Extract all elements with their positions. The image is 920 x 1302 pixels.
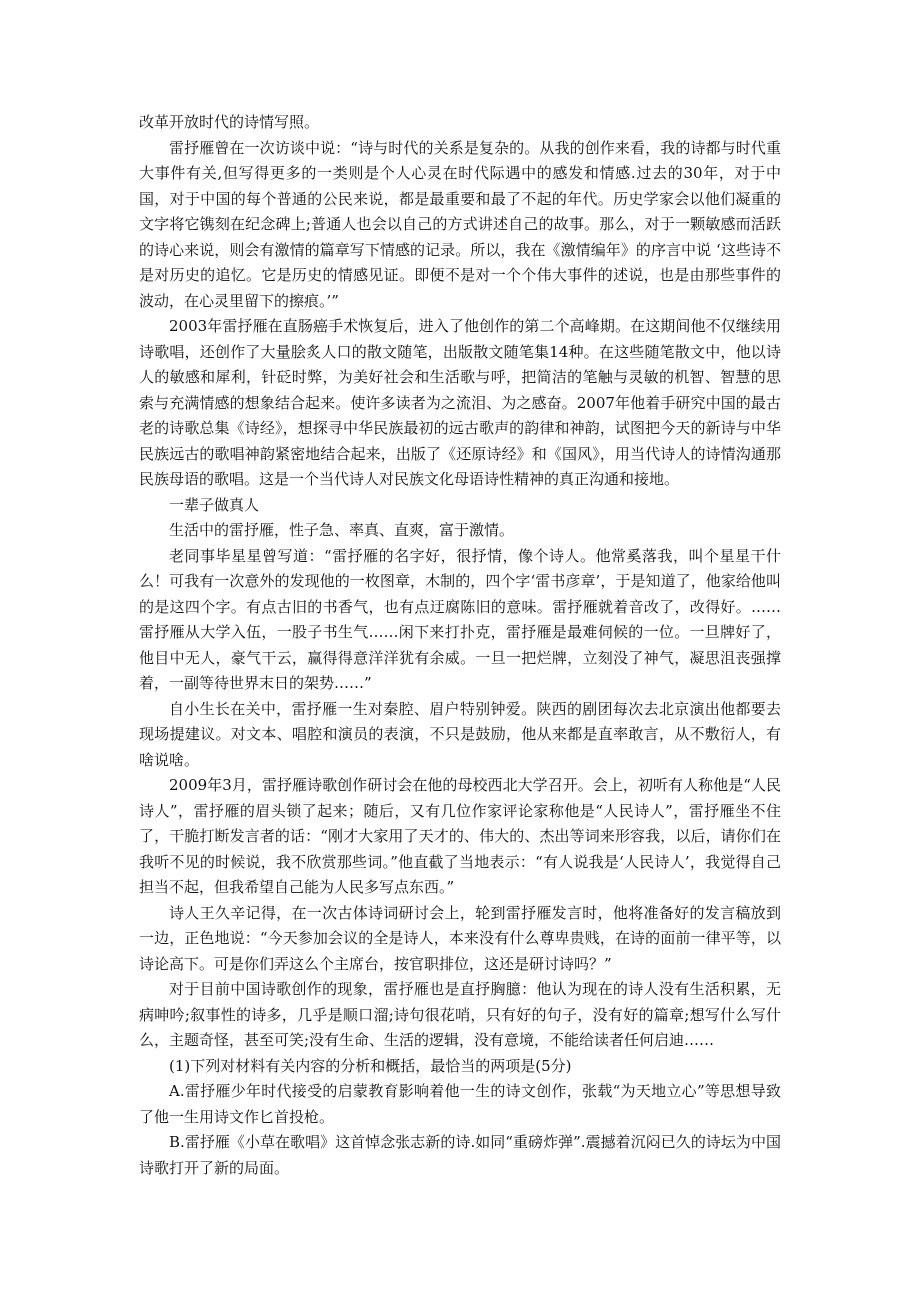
section-heading: 一辈子做真人 bbox=[169, 495, 260, 514]
paragraph-poetry-critique: 对于目前中国诗歌创作的现象，雷抒雁也是直抒胸臆：他认为现在的诗人没有生活积累，无病呻吟;叙事性的诗多，几乎是顺口溜;诗句很花哨，只有好的句子，没有好的篇章;想写什么写什么，主题奇怪，甚至可笑;没有生命、生活的逻辑，没有意境，不能给读者任何启迪…… bbox=[139, 980, 781, 1049]
question-1: (1)下列对材料有关内容的分析和概括，最恰当的两项是(5分) bbox=[169, 1056, 572, 1075]
option-a: A.雷抒雁少年时代接受的启蒙教育影响着他一生的诗文创作，张载“为天地立心”等思想导致了他一生用诗文作匕首投枪。 bbox=[139, 1082, 781, 1126]
paragraph-qinqiang: 自小生长在关中，雷抒雁一生对秦腔、眉户特别钟爱。陕西的剧团每次去北京演出他都要去现场提建议。对文本、唱腔和演员的表演，不只是鼓励，他从来都是直率敢言，从不敷衍人，有啥说啥。 bbox=[139, 699, 781, 769]
paragraph-peoples-poet: 2009年3月，雷抒雁诗歌创作研讨会在他的母校西北大学召开。会上，初听有人称他是“人民诗人”，雷抒雁的眉头锁了起来；随后，又有几位作家评论家称他是“人民诗人”，雷抒雁坐不住了，干脆打断发言者的话：“刚才大家用了天才的、伟大的、杰出等词来形容我，以后，请你们在我听不见的时候说，我不欣赏那些词。”他直截了当地表示：“有人说我是‘人民诗人’，我觉得自己担当不起，但我希望自己能为人民多写点东西。” bbox=[139, 776, 781, 896]
document-body bbox=[139, 110, 781, 1181]
paragraph-bi-xingxing-quote: 老同事毕星星曾写道：“雷抒雁的名字好，很抒情，像个诗人。他常奚落我，叫个星星干什么！可我有一次意外的发现他的一枚图章，木制的，四个字‘雷书彦章’，于是知道了，他家给他叫的是这四个字。有点古旧的书香气，也有点迂腐陈旧的意味。雷抒雁就着音改了，改得好。……雷抒雁从大学入伍，一股子书生气……闲下来打扑克，雷抒雁是最难伺候的一位。一旦牌好了，他目中无人，豪气干云，赢得得意洋洋犹有余威。一旦一把烂牌，立刻没了神气，凝思沮丧强撑着，一副等待世界末日的架势……” bbox=[139, 546, 781, 692]
paragraph-second-peak: 2003年雷抒雁在直肠癌手术恢复后，进入了他创作的第二个高峰期。在这期间他不仅继续用诗歌唱，还创作了大量脍炙人口的散文随笔，出版散文随笔集14种。在这些随笔散文中，他以诗人的敏感和犀利，针砭时弊，为美好社会和生活歌与呼，把简洁的笔触与灵敏的机智、智慧的思索与充满情感的想象结合起来。使许多读者为之流泪、为之感奋。2007年他着手研究中国的最古老的诗歌总集《诗经》，想探寻中华民族最初的远古歌声的韵律和神韵，试图把今天的新诗与中华民族远古的歌唱神韵紧密地结合起来，出版了《还原诗经》和《国风》，用当代诗人的诗情沟通那民族母语的歌唱。这是一个当代诗人对民族文化母语诗性精神的真正沟通和接地。 bbox=[139, 317, 781, 488]
paragraph-interview-quote: 雷抒雁曾在一次访谈中说：“诗与时代的关系是复杂的。从我的创作来看，我的诗都与时代重大事件有关,但写得更多的一类则是个人心灵在时代际遇中的感发和情感.过去的30年，对于中国，对于中国的每个普通的公民来说，都是最重要和最了不起的年代。历史学家会以他们凝重的文字将它镌刻在纪念碑上;普通人也会以自己的方式讲述自己的故事。那么，对于一颗敏感而活跃的诗心来说，则会有激情的篇章写下情感的记录。所以，我在《激情编年》的序言中说 ‘这些诗不是对历史的追忆。它是历史的情感见证。即便不是对一个个伟大事件的述说，也是由那些事件的波动，在心灵里留下的擦痕。’” bbox=[139, 138, 781, 310]
paragraph-continuation: 改革开放时代的诗情写照。 bbox=[139, 113, 320, 131]
paragraph-personality: 生活中的雷抒雁，性子急、率真、直爽，富于激情。 bbox=[169, 521, 515, 539]
paragraph-wang-jiuxin: 诗人王久辛记得，在一次古体诗词研讨会上，轮到雷抒雁发言时，他将准备好的发言稿放到一边，正色地说：“今天参加会议的全是诗人，本来没有什么尊卑贵贱，在诗的面前一律平等，以诗论高下。可是你们弄这么个主席台，按官职排位，这还是研讨诗吗？” bbox=[139, 903, 781, 973]
option-b: B.雷抒雁《小草在歌唱》这首悼念张志新的诗.如同“重磅炸弹”.震撼着沉闷已久的诗坛为中国诗歌打开了新的局面。 bbox=[139, 1133, 781, 1177]
